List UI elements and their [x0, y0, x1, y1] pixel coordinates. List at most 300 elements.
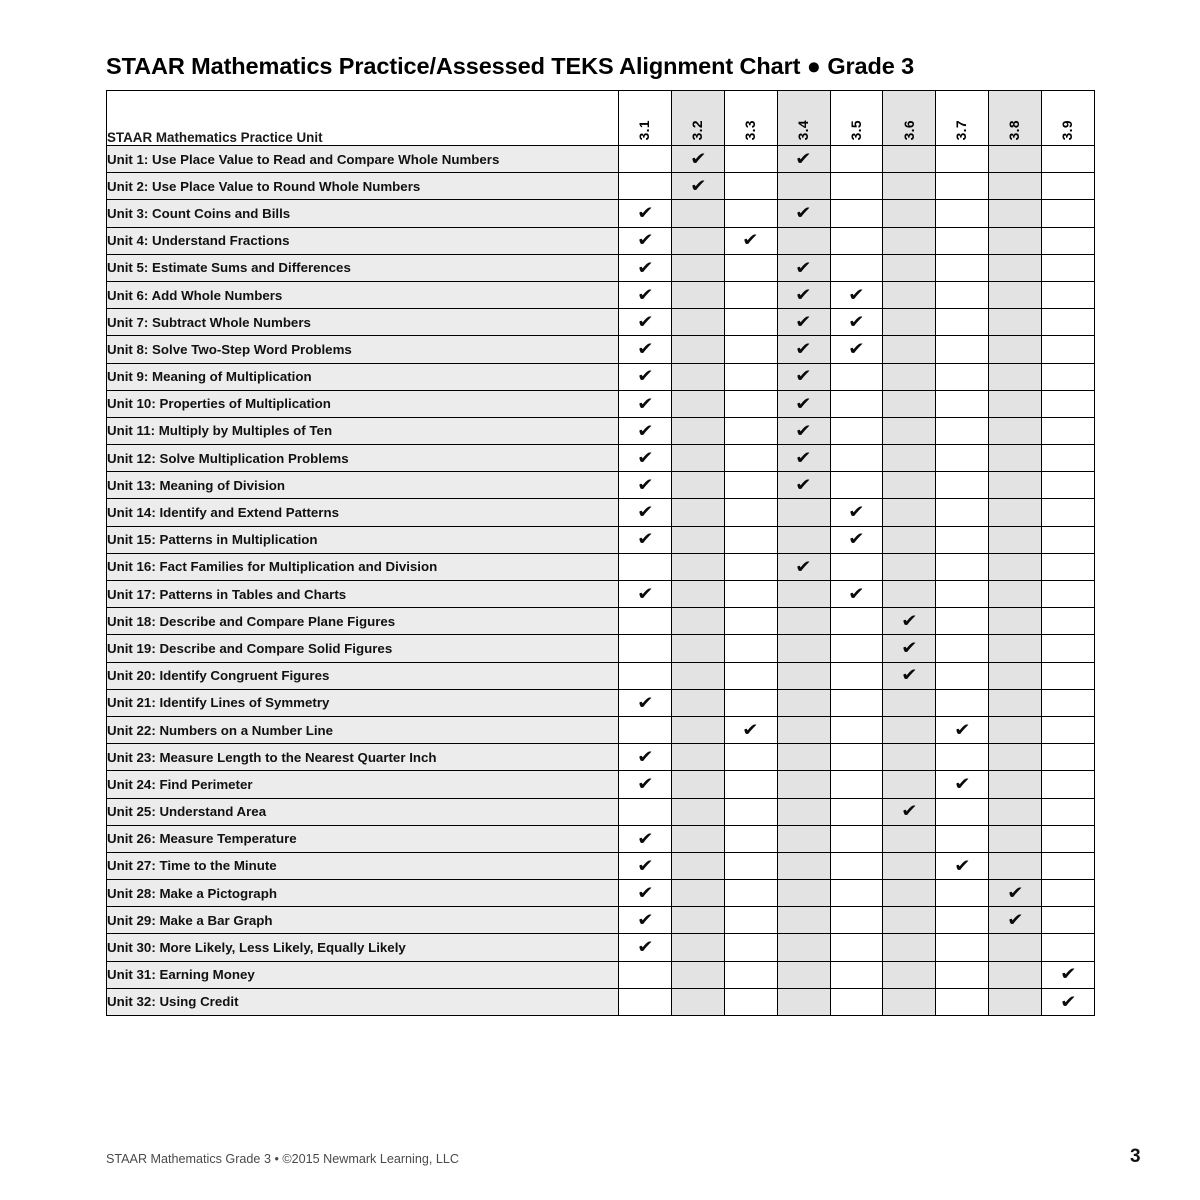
column-header-teks-3-7 [936, 91, 989, 146]
unit-label-cell: Unit 17: Patterns in Tables and Charts [107, 581, 619, 608]
footer-copyright: STAAR Mathematics Grade 3 • ©2015 Newmark Learning, LLC [106, 1152, 459, 1166]
alignment-cell-3-3 [724, 363, 777, 390]
alignment-cell-3-3 [724, 200, 777, 227]
checkmark-icon: ✔ [636, 584, 654, 605]
alignment-cell-3-1 [619, 825, 672, 852]
alignment-cell-3-6 [883, 173, 936, 200]
unit-label-cell: Unit 22: Numbers on a Number Line [107, 716, 619, 743]
alignment-cell-3-8 [989, 662, 1042, 689]
alignment-cell-3-4 [777, 988, 830, 1015]
alignment-cell-3-8 [989, 499, 1042, 526]
alignment-cell-3-9 [1042, 173, 1095, 200]
alignment-cell-3-2 [671, 336, 724, 363]
alignment-cell-3-5 [830, 553, 883, 580]
alignment-cell-3-2 [671, 934, 724, 961]
alignment-cell-3-8 [989, 281, 1042, 308]
alignment-cell-3-6 [883, 608, 936, 635]
alignment-cell-3-9 [1042, 988, 1095, 1015]
alignment-cell-3-6 [883, 146, 936, 173]
alignment-cell-3-8 [989, 526, 1042, 553]
alignment-cell-3-1 [619, 771, 672, 798]
alignment-cell-3-5 [830, 173, 883, 200]
alignment-cell-3-7 [936, 445, 989, 472]
checkmark-icon: ✔ [1059, 992, 1077, 1013]
alignment-cell-3-7 [936, 825, 989, 852]
alignment-cell-3-9 [1042, 472, 1095, 499]
checkmark-icon: ✔ [954, 720, 971, 741]
column-header-teks-3-3 [724, 91, 777, 146]
alignment-cell-3-8 [989, 445, 1042, 472]
alignment-cell-3-6 [883, 798, 936, 825]
table-row [107, 988, 1095, 1015]
checkmark-icon: ✔ [848, 285, 865, 306]
column-header-label: 3.2 [689, 119, 705, 140]
alignment-cell-3-1 [619, 988, 672, 1015]
alignment-cell-3-4 [777, 445, 830, 472]
alignment-cell-3-3 [724, 309, 777, 336]
unit-label-cell: Unit 19: Describe and Compare Solid Figures [107, 635, 619, 662]
alignment-cell-3-8 [989, 716, 1042, 743]
alignment-cell-3-2 [671, 254, 724, 281]
alignment-cell-3-2 [671, 526, 724, 553]
alignment-cell-3-5 [830, 472, 883, 499]
alignment-cell-3-2 [671, 472, 724, 499]
checkmark-icon: ✔ [636, 366, 654, 387]
checkmark-icon: ✔ [636, 285, 654, 306]
table-row [107, 961, 1095, 988]
checkmark-icon: ✔ [636, 529, 654, 550]
alignment-cell-3-4 [777, 526, 830, 553]
alignment-cell-3-5 [830, 200, 883, 227]
table-row [107, 227, 1095, 254]
alignment-cell-3-1 [619, 662, 672, 689]
checkmark-icon: ✔ [636, 258, 654, 279]
alignment-cell-3-5 [830, 281, 883, 308]
teks-alignment-table-wrapper [106, 90, 1094, 1016]
alignment-cell-3-8 [989, 146, 1042, 173]
alignment-cell-3-3 [724, 934, 777, 961]
alignment-cell-3-4 [777, 744, 830, 771]
alignment-cell-3-3 [724, 146, 777, 173]
alignment-cell-3-9 [1042, 852, 1095, 879]
alignment-cell-3-6 [883, 934, 936, 961]
unit-label-cell: Unit 3: Count Coins and Bills [107, 200, 619, 227]
alignment-cell-3-4 [777, 825, 830, 852]
table-row [107, 472, 1095, 499]
checkmark-icon: ✔ [689, 176, 707, 197]
alignment-cell-3-4 [777, 635, 830, 662]
alignment-cell-3-3 [724, 798, 777, 825]
alignment-cell-3-5 [830, 526, 883, 553]
alignment-cell-3-3 [724, 771, 777, 798]
checkmark-icon: ✔ [636, 394, 654, 415]
alignment-cell-3-1 [619, 798, 672, 825]
alignment-cell-3-6 [883, 200, 936, 227]
alignment-cell-3-3 [724, 499, 777, 526]
unit-label-cell: Unit 20: Identify Congruent Figures [107, 662, 619, 689]
alignment-cell-3-7 [936, 852, 989, 879]
alignment-cell-3-4 [777, 200, 830, 227]
alignment-cell-3-9 [1042, 227, 1095, 254]
column-header-teks-3-5 [830, 91, 883, 146]
alignment-cell-3-5 [830, 961, 883, 988]
unit-label-cell: Unit 16: Fact Families for Multiplication and Division [107, 553, 619, 580]
checkmark-icon: ✔ [795, 203, 812, 224]
checkmark-icon: ✔ [795, 149, 812, 170]
alignment-cell-3-1 [619, 852, 672, 879]
alignment-cell-3-7 [936, 635, 989, 662]
alignment-cell-3-9 [1042, 281, 1095, 308]
alignment-cell-3-6 [883, 880, 936, 907]
table-row [107, 825, 1095, 852]
alignment-cell-3-5 [830, 390, 883, 417]
alignment-cell-3-8 [989, 635, 1042, 662]
alignment-cell-3-2 [671, 961, 724, 988]
alignment-cell-3-1 [619, 227, 672, 254]
alignment-cell-3-9 [1042, 798, 1095, 825]
alignment-cell-3-1 [619, 472, 672, 499]
alignment-cell-3-4 [777, 961, 830, 988]
unit-label-cell: Unit 4: Understand Fractions [107, 227, 619, 254]
alignment-cell-3-2 [671, 662, 724, 689]
column-header-teks-3-4 [777, 91, 830, 146]
alignment-cell-3-7 [936, 988, 989, 1015]
unit-label-cell: Unit 18: Describe and Compare Plane Figures [107, 608, 619, 635]
alignment-cell-3-4 [777, 227, 830, 254]
alignment-cell-3-6 [883, 907, 936, 934]
alignment-cell-3-7 [936, 798, 989, 825]
alignment-cell-3-4 [777, 390, 830, 417]
alignment-cell-3-7 [936, 309, 989, 336]
unit-label-cell: Unit 21: Identify Lines of Symmetry [107, 689, 619, 716]
alignment-cell-3-4 [777, 662, 830, 689]
table-row [107, 499, 1095, 526]
alignment-cell-3-5 [830, 254, 883, 281]
alignment-cell-3-5 [830, 689, 883, 716]
unit-label-cell: Unit 28: Make a Pictograph [107, 880, 619, 907]
alignment-cell-3-8 [989, 472, 1042, 499]
unit-label-cell: Unit 9: Meaning of Multiplication [107, 363, 619, 390]
alignment-cell-3-3 [724, 662, 777, 689]
alignment-cell-3-5 [830, 880, 883, 907]
table-row [107, 390, 1095, 417]
alignment-cell-3-7 [936, 662, 989, 689]
alignment-cell-3-2 [671, 363, 724, 390]
checkmark-icon: ✔ [795, 394, 812, 415]
alignment-cell-3-3 [724, 907, 777, 934]
table-row [107, 553, 1095, 580]
alignment-cell-3-6 [883, 771, 936, 798]
alignment-cell-3-2 [671, 744, 724, 771]
alignment-cell-3-6 [883, 445, 936, 472]
alignment-cell-3-7 [936, 417, 989, 444]
table-row [107, 417, 1095, 444]
alignment-cell-3-6 [883, 825, 936, 852]
table-row [107, 662, 1095, 689]
alignment-cell-3-7 [936, 526, 989, 553]
alignment-cell-3-4 [777, 852, 830, 879]
alignment-cell-3-6 [883, 309, 936, 336]
alignment-cell-3-6 [883, 635, 936, 662]
alignment-cell-3-2 [671, 852, 724, 879]
alignment-cell-3-3 [724, 988, 777, 1015]
checkmark-icon: ✔ [636, 883, 654, 904]
alignment-cell-3-8 [989, 390, 1042, 417]
alignment-cell-3-5 [830, 716, 883, 743]
alignment-cell-3-9 [1042, 445, 1095, 472]
column-header-label: 3.5 [848, 119, 864, 140]
alignment-cell-3-1 [619, 146, 672, 173]
alignment-cell-3-6 [883, 254, 936, 281]
alignment-cell-3-1 [619, 200, 672, 227]
alignment-cell-3-5 [830, 581, 883, 608]
column-header-teks-3-6 [883, 91, 936, 146]
checkmark-icon: ✔ [901, 665, 918, 686]
checkmark-icon: ✔ [689, 149, 707, 170]
unit-label-cell: Unit 31: Earning Money [107, 961, 619, 988]
alignment-cell-3-7 [936, 200, 989, 227]
alignment-cell-3-6 [883, 472, 936, 499]
checkmark-icon: ✔ [636, 829, 654, 850]
alignment-cell-3-6 [883, 852, 936, 879]
alignment-cell-3-9 [1042, 336, 1095, 363]
alignment-cell-3-1 [619, 417, 672, 444]
checkmark-icon: ✔ [636, 339, 654, 360]
alignment-cell-3-9 [1042, 581, 1095, 608]
alignment-cell-3-2 [671, 146, 724, 173]
unit-label-cell: Unit 10: Properties of Multiplication [107, 390, 619, 417]
alignment-cell-3-6 [883, 689, 936, 716]
alignment-cell-3-9 [1042, 907, 1095, 934]
alignment-cell-3-1 [619, 961, 672, 988]
alignment-cell-3-8 [989, 200, 1042, 227]
unit-label-cell: Unit 8: Solve Two-Step Word Problems [107, 336, 619, 363]
alignment-cell-3-1 [619, 744, 672, 771]
checkmark-icon: ✔ [636, 203, 654, 224]
alignment-cell-3-2 [671, 390, 724, 417]
alignment-cell-3-4 [777, 173, 830, 200]
alignment-cell-3-2 [671, 689, 724, 716]
alignment-cell-3-4 [777, 934, 830, 961]
alignment-cell-3-1 [619, 716, 672, 743]
alignment-cell-3-7 [936, 336, 989, 363]
alignment-cell-3-3 [724, 581, 777, 608]
alignment-cell-3-9 [1042, 254, 1095, 281]
unit-label-cell: Unit 27: Time to the Minute [107, 852, 619, 879]
alignment-cell-3-4 [777, 716, 830, 743]
alignment-cell-3-6 [883, 662, 936, 689]
alignment-cell-3-9 [1042, 635, 1095, 662]
alignment-cell-3-3 [724, 281, 777, 308]
alignment-cell-3-2 [671, 608, 724, 635]
alignment-cell-3-5 [830, 907, 883, 934]
alignment-cell-3-2 [671, 417, 724, 444]
column-header-teks-3-8 [989, 91, 1042, 146]
checkmark-icon: ✔ [954, 856, 971, 877]
alignment-cell-3-5 [830, 227, 883, 254]
unit-label-cell: Unit 12: Solve Multiplication Problems [107, 445, 619, 472]
alignment-cell-3-3 [724, 336, 777, 363]
alignment-cell-3-5 [830, 988, 883, 1015]
alignment-cell-3-4 [777, 417, 830, 444]
alignment-cell-3-1 [619, 390, 672, 417]
alignment-cell-3-7 [936, 499, 989, 526]
alignment-cell-3-9 [1042, 390, 1095, 417]
checkmark-icon: ✔ [1006, 883, 1024, 904]
table-body [107, 146, 1095, 1016]
alignment-cell-3-8 [989, 417, 1042, 444]
alignment-cell-3-9 [1042, 662, 1095, 689]
alignment-cell-3-8 [989, 771, 1042, 798]
alignment-cell-3-7 [936, 907, 989, 934]
alignment-cell-3-6 [883, 744, 936, 771]
column-header-label: 3.6 [901, 119, 917, 140]
alignment-cell-3-9 [1042, 608, 1095, 635]
alignment-cell-3-5 [830, 608, 883, 635]
alignment-cell-3-6 [883, 363, 936, 390]
alignment-cell-3-5 [830, 852, 883, 879]
table-row [107, 798, 1095, 825]
alignment-cell-3-9 [1042, 363, 1095, 390]
alignment-cell-3-9 [1042, 309, 1095, 336]
alignment-cell-3-7 [936, 608, 989, 635]
alignment-cell-3-4 [777, 798, 830, 825]
unit-label-cell: Unit 5: Estimate Sums and Differences [107, 254, 619, 281]
alignment-cell-3-9 [1042, 499, 1095, 526]
column-header-practice-unit: STAAR Mathematics Practice Unit [107, 91, 619, 146]
alignment-cell-3-7 [936, 716, 989, 743]
unit-label-cell: Unit 30: More Likely, Less Likely, Equally Likely [107, 934, 619, 961]
checkmark-icon: ✔ [1059, 964, 1077, 985]
alignment-cell-3-4 [777, 472, 830, 499]
alignment-cell-3-5 [830, 417, 883, 444]
alignment-cell-3-2 [671, 798, 724, 825]
alignment-cell-3-8 [989, 581, 1042, 608]
checkmark-icon: ✔ [636, 774, 654, 795]
alignment-cell-3-8 [989, 254, 1042, 281]
table-row [107, 363, 1095, 390]
alignment-cell-3-1 [619, 934, 672, 961]
alignment-cell-3-1 [619, 336, 672, 363]
alignment-cell-3-3 [724, 445, 777, 472]
alignment-cell-3-3 [724, 227, 777, 254]
checkmark-icon: ✔ [636, 693, 654, 714]
unit-label-cell: Unit 29: Make a Bar Graph [107, 907, 619, 934]
alignment-cell-3-5 [830, 934, 883, 961]
alignment-cell-3-1 [619, 526, 672, 553]
column-header-label: 3.9 [1060, 119, 1076, 140]
table-row [107, 281, 1095, 308]
alignment-cell-3-2 [671, 907, 724, 934]
alignment-cell-3-2 [671, 227, 724, 254]
alignment-cell-3-1 [619, 907, 672, 934]
alignment-cell-3-4 [777, 309, 830, 336]
page-number: 3 [1130, 1146, 1141, 1167]
checkmark-icon: ✔ [795, 448, 812, 469]
alignment-cell-3-7 [936, 553, 989, 580]
alignment-cell-3-5 [830, 744, 883, 771]
alignment-cell-3-4 [777, 771, 830, 798]
alignment-cell-3-7 [936, 472, 989, 499]
alignment-cell-3-5 [830, 309, 883, 336]
checkmark-icon: ✔ [636, 856, 654, 877]
alignment-cell-3-3 [724, 472, 777, 499]
alignment-cell-3-5 [830, 798, 883, 825]
column-header-teks-3-1 [619, 91, 672, 146]
checkmark-icon: ✔ [795, 258, 812, 279]
alignment-cell-3-6 [883, 988, 936, 1015]
alignment-cell-3-7 [936, 961, 989, 988]
alignment-cell-3-1 [619, 880, 672, 907]
alignment-cell-3-3 [724, 689, 777, 716]
alignment-cell-3-3 [724, 744, 777, 771]
page-title: STAAR Mathematics Practice/Assessed TEKS Alignment Chart ● Grade 3 [106, 53, 915, 79]
table-row [107, 689, 1095, 716]
alignment-cell-3-9 [1042, 934, 1095, 961]
alignment-cell-3-7 [936, 390, 989, 417]
alignment-cell-3-2 [671, 553, 724, 580]
table-row [107, 526, 1095, 553]
alignment-cell-3-5 [830, 336, 883, 363]
alignment-cell-3-3 [724, 852, 777, 879]
alignment-cell-3-8 [989, 961, 1042, 988]
alignment-cell-3-8 [989, 852, 1042, 879]
checkmark-icon: ✔ [742, 720, 759, 741]
alignment-cell-3-2 [671, 825, 724, 852]
alignment-cell-3-1 [619, 173, 672, 200]
alignment-cell-3-8 [989, 934, 1042, 961]
alignment-cell-3-4 [777, 499, 830, 526]
checkmark-icon: ✔ [636, 448, 654, 469]
alignment-cell-3-1 [619, 309, 672, 336]
unit-label-cell: Unit 32: Using Credit [107, 988, 619, 1015]
alignment-cell-3-4 [777, 880, 830, 907]
checkmark-icon: ✔ [795, 312, 812, 333]
checkmark-icon: ✔ [848, 584, 865, 605]
table-row [107, 173, 1095, 200]
column-header-label: 3.7 [954, 119, 970, 140]
column-header-label: 3.4 [795, 119, 811, 140]
checkmark-icon: ✔ [795, 366, 812, 387]
checkmark-icon: ✔ [636, 747, 654, 768]
unit-label-cell: Unit 24: Find Perimeter [107, 771, 619, 798]
table-row [107, 146, 1095, 173]
table-row [107, 934, 1095, 961]
alignment-cell-3-8 [989, 227, 1042, 254]
alignment-cell-3-2 [671, 880, 724, 907]
table-row [107, 852, 1095, 879]
alignment-cell-3-6 [883, 961, 936, 988]
alignment-cell-3-3 [724, 880, 777, 907]
table-row [107, 309, 1095, 336]
table-row [107, 336, 1095, 363]
alignment-cell-3-1 [619, 254, 672, 281]
alignment-cell-3-7 [936, 173, 989, 200]
checkmark-icon: ✔ [848, 339, 865, 360]
alignment-cell-3-6 [883, 553, 936, 580]
unit-label-cell: Unit 1: Use Place Value to Read and Compare Whole Numbers [107, 146, 619, 173]
checkmark-icon: ✔ [636, 910, 654, 931]
alignment-cell-3-1 [619, 499, 672, 526]
table-header [107, 91, 1095, 146]
alignment-cell-3-8 [989, 363, 1042, 390]
alignment-cell-3-4 [777, 553, 830, 580]
alignment-cell-3-3 [724, 553, 777, 580]
alignment-cell-3-3 [724, 608, 777, 635]
alignment-cell-3-4 [777, 363, 830, 390]
alignment-cell-3-8 [989, 309, 1042, 336]
alignment-cell-3-5 [830, 363, 883, 390]
